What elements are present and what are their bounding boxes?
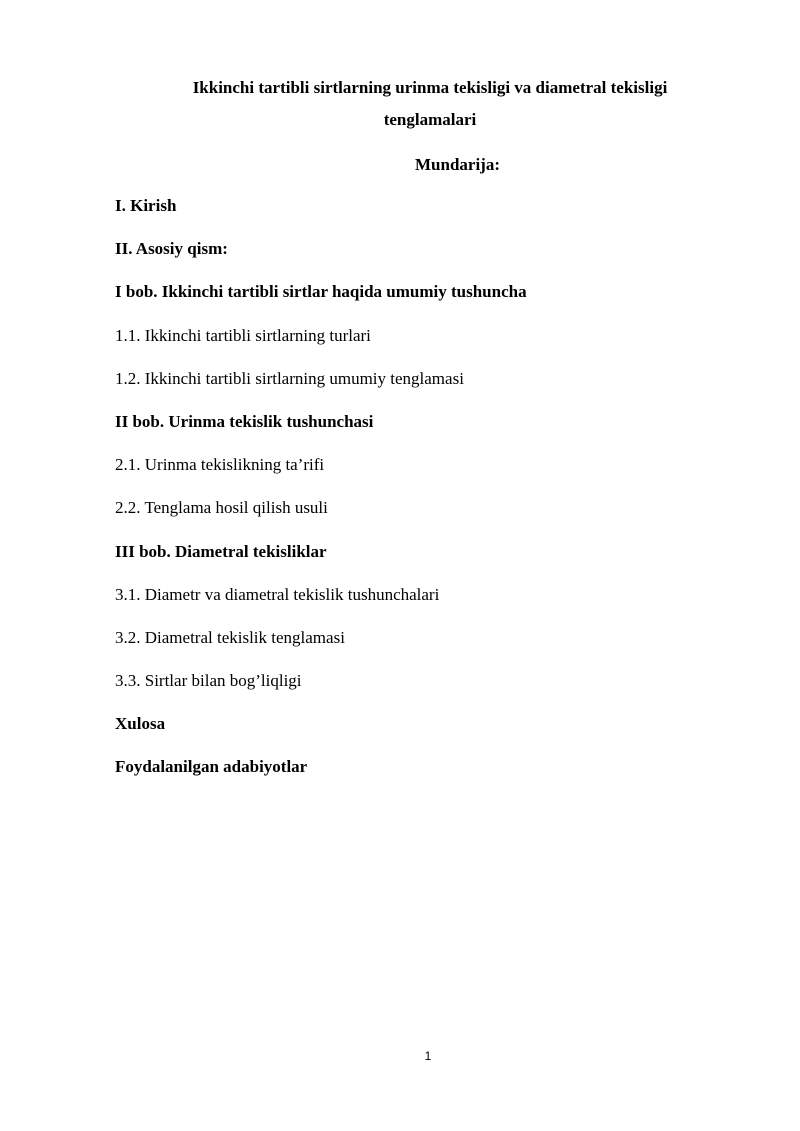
table-of-contents (115, 196, 527, 801)
toc-item: 1.1. Ikkinchi tartibli sirtlarning turlari (115, 325, 371, 345)
toc-item: Foydalanilgan adabiyotlar (115, 757, 308, 777)
toc-item: II bob. Urinma tekislik tushunchasi (115, 411, 374, 431)
toc-item: 3.2. Diametral tekislik tenglamasi (115, 627, 345, 647)
toc-item: 2.1. Urinma tekislikning ta’rifi (115, 455, 325, 475)
document-title-line-1: Ikkinchi tartibli sirtlarning urinma tekisligi va diametral tekisligi (192, 78, 668, 97)
document-title-line-2: tenglamalari (383, 110, 477, 129)
contents-heading: Mundarija: (415, 155, 500, 174)
toc-item: 3.1. Diametr va diametral tekislik tushunchalari (115, 584, 440, 604)
toc-item: Xulosa (115, 714, 166, 734)
toc-item: 3.3. Sirtlar bilan bog’liqligi (115, 671, 302, 691)
toc-item: 1.2. Ikkinchi tartibli sirtlarning umumiy tenglamasi (115, 368, 464, 388)
toc-item: 2.2. Tenglama hosil qilish usuli (115, 498, 328, 518)
toc-item: I. Kirish (115, 196, 177, 215)
toc-item: II. Asosiy qism: (115, 239, 228, 259)
toc-item: I bob. Ikkinchi tartibli sirtlar haqida umumiy tushuncha (115, 282, 527, 302)
page-number: 1 (424, 1049, 432, 1063)
toc-item: III bob. Diametral tekisliklar (115, 541, 327, 561)
